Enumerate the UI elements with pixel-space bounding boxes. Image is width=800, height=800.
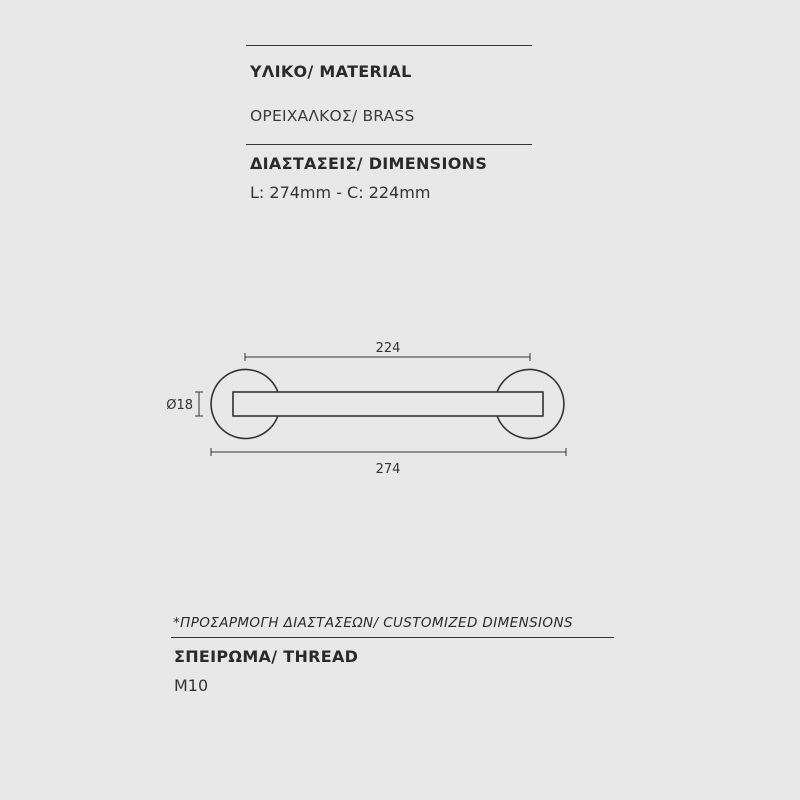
bottom-divider <box>171 637 614 638</box>
thread-value: M10 <box>174 676 209 695</box>
center-dimension-label: 224 <box>375 341 401 356</box>
diameter-dimension <box>195 392 203 416</box>
material-label: ΥΛΙΚΟ/ MATERIAL <box>250 62 412 81</box>
dimensions-label: ΔΙΑΣΤΑΣΕΙΣ/ DIMENSIONS <box>250 154 488 173</box>
thread-label: ΣΠΕΙΡΩΜΑ/ THREAD <box>174 647 359 666</box>
diameter-label: Ø18 <box>166 398 193 413</box>
dimensions-value: L: 274mm - C: 224mm <box>250 183 431 202</box>
left-rose <box>211 369 278 438</box>
overall-dimension <box>211 448 566 456</box>
material-value: ΟΡΕΙΧΑΛΚΟΣ/ BRASS <box>250 107 415 125</box>
right-rose <box>497 370 564 439</box>
handle-bar <box>233 392 543 416</box>
overall-dimension-label: 274 <box>375 462 401 477</box>
customized-dimensions-note: *ΠΡΟΣΑΡΜΟΓΗ ΔΙΑΣΤΑΣΕΩΝ/ CUSTOMIZED DIMENSIONS <box>173 615 573 631</box>
